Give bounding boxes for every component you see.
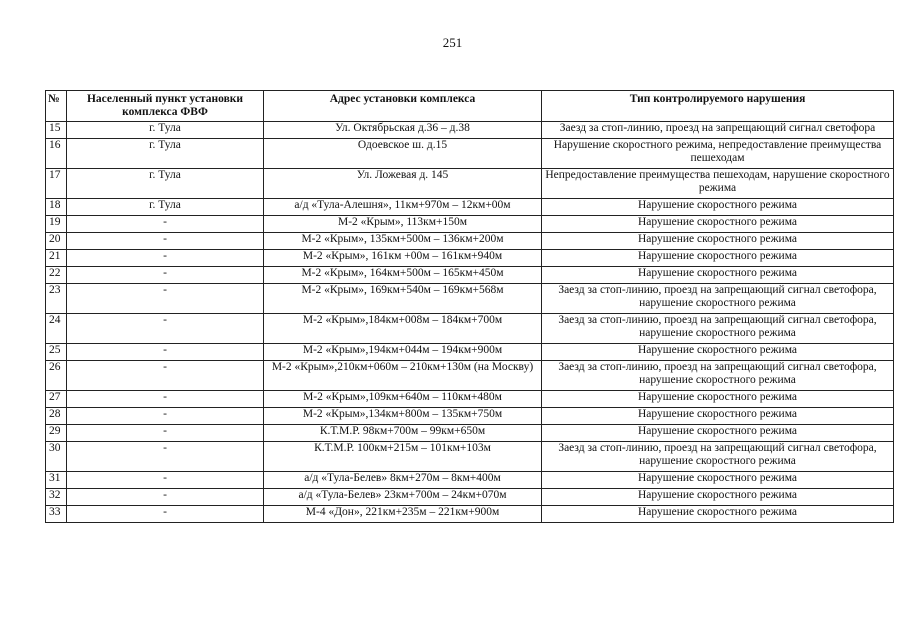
table-row: [46, 361, 894, 391]
table-row: [46, 425, 894, 442]
row-violation: Нарушение скоростного режима, непредоставление преимущества пешеходам: [542, 139, 894, 169]
row-settlement: -: [67, 267, 264, 284]
row-address: М-2 «Крым»,109км+640м – 110км+480м: [264, 391, 542, 408]
row-number: 16: [46, 139, 67, 169]
row-number: 27: [46, 391, 67, 408]
row-violation: Нарушение скоростного режима: [542, 250, 894, 267]
row-violation: Заезд за стоп-линию, проезд на запрещающий сигнал светофора: [542, 122, 894, 139]
row-number: 18: [46, 199, 67, 216]
row-address: М-2 «Крым», 113км+150м: [264, 216, 542, 233]
row-number: 29: [46, 425, 67, 442]
table-row: [46, 472, 894, 489]
row-address: Одоевское ш. д.15: [264, 139, 542, 169]
row-violation: Заезд за стоп-линию, проезд на запрещающий сигнал светофора, нарушение скоростного режима: [542, 442, 894, 472]
table-row: [46, 139, 894, 169]
violations-table: [45, 90, 894, 523]
row-address: М-2 «Крым»,134км+800м – 135км+750м: [264, 408, 542, 425]
row-violation: Нарушение скоростного режима: [542, 506, 894, 523]
row-address: М-4 «Дон», 221км+235м – 221км+900м: [264, 506, 542, 523]
row-address: М-2 «Крым», 161км +00м – 161км+940м: [264, 250, 542, 267]
header-violation: Тип контролируемого нарушения: [542, 91, 894, 122]
table-header-row: [46, 91, 894, 122]
table-row: [46, 344, 894, 361]
table-row: [46, 442, 894, 472]
row-violation: Нарушение скоростного режима: [542, 344, 894, 361]
row-number: 30: [46, 442, 67, 472]
row-address: М-2 «Крым»,184км+008м – 184км+700м: [264, 314, 542, 344]
row-address: М-2 «Крым», 169км+540м – 169км+568м: [264, 284, 542, 314]
row-settlement: -: [67, 344, 264, 361]
row-address: а/д «Тула-Белев» 23км+700м – 24км+070м: [264, 489, 542, 506]
table-row: [46, 489, 894, 506]
row-settlement: г. Тула: [67, 169, 264, 199]
table-row: [46, 408, 894, 425]
row-violation: Нарушение скоростного режима: [542, 199, 894, 216]
row-number: 21: [46, 250, 67, 267]
row-address: М-2 «Крым», 135км+500м – 136км+200м: [264, 233, 542, 250]
row-number: 33: [46, 506, 67, 523]
table-row: [46, 267, 894, 284]
table-row: [46, 233, 894, 250]
row-number: 23: [46, 284, 67, 314]
row-violation: Заезд за стоп-линию, проезд на запрещающий сигнал светофора, нарушение скоростного режима: [542, 361, 894, 391]
row-violation: Заезд за стоп-линию, проезд на запрещающий сигнал светофора, нарушение скоростного режима: [542, 314, 894, 344]
table-row: [46, 122, 894, 139]
row-address: Ул. Ложевая д. 145: [264, 169, 542, 199]
row-number: 26: [46, 361, 67, 391]
row-settlement: -: [67, 391, 264, 408]
row-violation: Нарушение скоростного режима: [542, 408, 894, 425]
row-number: 15: [46, 122, 67, 139]
row-violation: Непредоставление преимущества пешеходам, нарушение скоростного режима: [542, 169, 894, 199]
row-number: 19: [46, 216, 67, 233]
row-violation: Заезд за стоп-линию, проезд на запрещающий сигнал светофора, нарушение скоростного режима: [542, 284, 894, 314]
row-number: 31: [46, 472, 67, 489]
row-violation: Нарушение скоростного режима: [542, 472, 894, 489]
row-number: 24: [46, 314, 67, 344]
row-number: 28: [46, 408, 67, 425]
header-number: №: [46, 91, 67, 122]
row-settlement: -: [67, 442, 264, 472]
row-address: а/д «Тула-Белев» 8км+270м – 8км+400м: [264, 472, 542, 489]
table-row: [46, 314, 894, 344]
row-settlement: г. Тула: [67, 199, 264, 216]
row-violation: Нарушение скоростного режима: [542, 489, 894, 506]
row-settlement: -: [67, 284, 264, 314]
table-row: [46, 199, 894, 216]
row-violation: Нарушение скоростного режима: [542, 267, 894, 284]
row-settlement: -: [67, 425, 264, 442]
row-violation: Нарушение скоростного режима: [542, 391, 894, 408]
row-address: М-2 «Крым»,210км+060м – 210км+130м (на Москву): [264, 361, 542, 391]
row-violation: Нарушение скоростного режима: [542, 216, 894, 233]
row-settlement: -: [67, 233, 264, 250]
table-row: [46, 216, 894, 233]
table-body: [46, 122, 894, 523]
row-settlement: -: [67, 250, 264, 267]
row-number: 25: [46, 344, 67, 361]
row-settlement: -: [67, 408, 264, 425]
row-number: 20: [46, 233, 67, 250]
table-row: [46, 250, 894, 267]
row-settlement: -: [67, 472, 264, 489]
row-number: 17: [46, 169, 67, 199]
row-settlement: -: [67, 489, 264, 506]
row-settlement: -: [67, 506, 264, 523]
row-address: К.Т.М.Р. 100км+215м – 101км+103м: [264, 442, 542, 472]
table-row: [46, 284, 894, 314]
row-address: М-2 «Крым», 164км+500м – 165км+450м: [264, 267, 542, 284]
table-row: [46, 169, 894, 199]
row-settlement: -: [67, 314, 264, 344]
row-settlement: -: [67, 216, 264, 233]
row-settlement: г. Тула: [67, 122, 264, 139]
page-number: 251: [442, 35, 463, 50]
row-number: 32: [46, 489, 67, 506]
row-settlement: -: [67, 361, 264, 391]
row-violation: Нарушение скоростного режима: [542, 233, 894, 250]
row-address: а/д «Тула-Алешня», 11км+970м – 12км+00м: [264, 199, 542, 216]
row-settlement: г. Тула: [67, 139, 264, 169]
row-address: Ул. Октябрьская д.36 – д.38: [264, 122, 542, 139]
row-address: М-2 «Крым»,194км+044м – 194км+900м: [264, 344, 542, 361]
table-row: [46, 506, 894, 523]
table-row: [46, 391, 894, 408]
row-number: 22: [46, 267, 67, 284]
header-address: Адрес установки комплекса: [264, 91, 542, 122]
header-settlement: Населенный пункт установки комплекса ФВФ: [67, 91, 264, 122]
row-violation: Нарушение скоростного режима: [542, 425, 894, 442]
row-address: К.Т.М.Р. 98км+700м – 99км+650м: [264, 425, 542, 442]
